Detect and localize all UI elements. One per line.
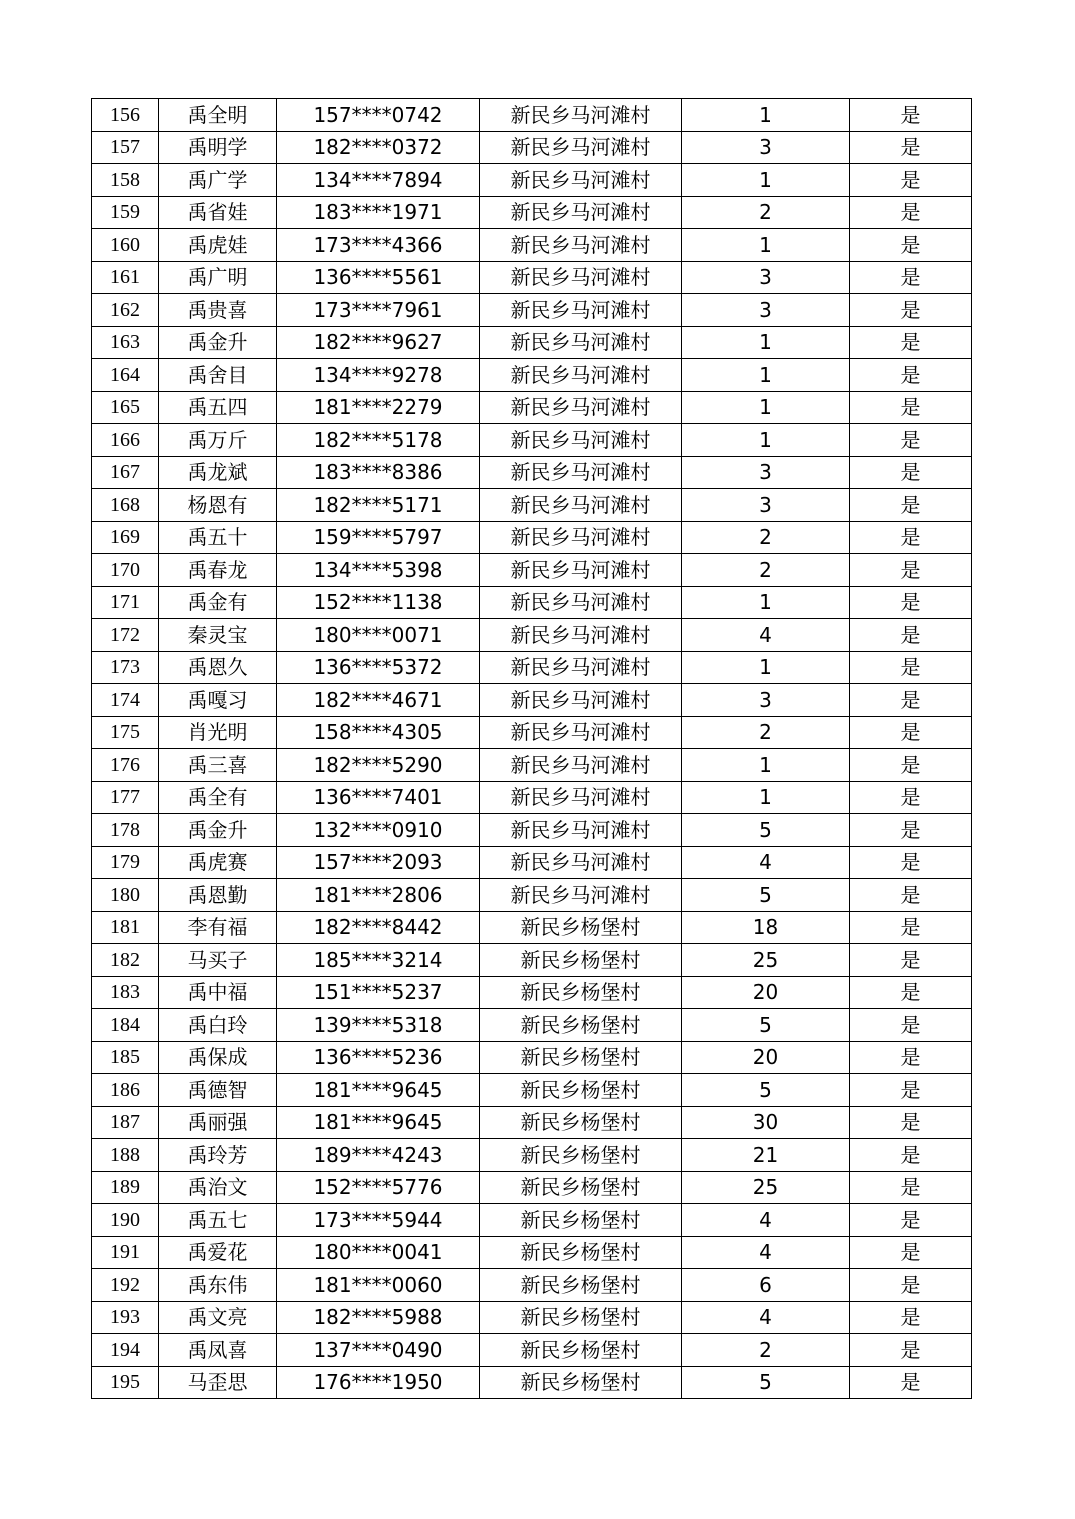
- name-cell: 杨恩有: [159, 489, 277, 522]
- village-cell: 新民乡马河滩村: [480, 879, 682, 912]
- table-row: [92, 391, 972, 424]
- flag-cell: 是: [850, 1139, 972, 1172]
- village-cell: 新民乡杨堡村: [480, 1366, 682, 1399]
- flag-cell: 是: [850, 911, 972, 944]
- village-cell: 新民乡马河滩村: [480, 326, 682, 359]
- phone-cell: 181****2806: [277, 879, 480, 912]
- flag-cell: 是: [850, 326, 972, 359]
- row-number-cell: 180: [92, 879, 159, 912]
- village-cell: 新民乡马河滩村: [480, 749, 682, 782]
- name-cell: 禹嘎习: [159, 684, 277, 717]
- phone-cell: 182****5988: [277, 1301, 480, 1334]
- phone-cell: 182****5290: [277, 749, 480, 782]
- name-cell: 禹爱花: [159, 1236, 277, 1269]
- name-cell: 禹治文: [159, 1171, 277, 1204]
- name-cell: 禹虎赛: [159, 846, 277, 879]
- flag-cell: 是: [850, 229, 972, 262]
- name-cell: 禹舍目: [159, 359, 277, 392]
- table-row: [92, 196, 972, 229]
- village-cell: 新民乡马河滩村: [480, 684, 682, 717]
- flag-cell: 是: [850, 554, 972, 587]
- flag-cell: 是: [850, 1366, 972, 1399]
- row-number-cell: 176: [92, 749, 159, 782]
- name-cell: 马歪思: [159, 1366, 277, 1399]
- phone-cell: 136****5372: [277, 651, 480, 684]
- flag-cell: 是: [850, 261, 972, 294]
- table-row: [92, 359, 972, 392]
- phone-cell: 181****2279: [277, 391, 480, 424]
- count-cell: 18: [682, 911, 850, 944]
- row-number-cell: 194: [92, 1334, 159, 1367]
- name-cell: 禹万斤: [159, 424, 277, 457]
- count-cell: 1: [682, 586, 850, 619]
- phone-cell: 136****5236: [277, 1041, 480, 1074]
- table-row: [92, 944, 972, 977]
- name-cell: 李有福: [159, 911, 277, 944]
- village-cell: 新民乡马河滩村: [480, 489, 682, 522]
- phone-cell: 182****4671: [277, 684, 480, 717]
- table-row: [92, 229, 972, 262]
- flag-cell: 是: [850, 879, 972, 912]
- row-number-cell: 189: [92, 1171, 159, 1204]
- flag-cell: 是: [850, 294, 972, 327]
- count-cell: 1: [682, 326, 850, 359]
- village-cell: 新民乡马河滩村: [480, 391, 682, 424]
- flag-cell: 是: [850, 131, 972, 164]
- count-cell: 1: [682, 749, 850, 782]
- phone-cell: 189****4243: [277, 1139, 480, 1172]
- flag-cell: 是: [850, 99, 972, 132]
- name-cell: 禹省娃: [159, 196, 277, 229]
- count-cell: 4: [682, 1236, 850, 1269]
- count-cell: 25: [682, 1171, 850, 1204]
- table-row: [92, 651, 972, 684]
- village-cell: 新民乡马河滩村: [480, 814, 682, 847]
- row-number-cell: 175: [92, 716, 159, 749]
- table-row: [92, 1269, 972, 1302]
- count-cell: 1: [682, 99, 850, 132]
- row-number-cell: 157: [92, 131, 159, 164]
- row-number-cell: 160: [92, 229, 159, 262]
- name-cell: 禹金有: [159, 586, 277, 619]
- flag-cell: 是: [850, 456, 972, 489]
- row-number-cell: 163: [92, 326, 159, 359]
- row-number-cell: 171: [92, 586, 159, 619]
- table-row: [92, 1236, 972, 1269]
- phone-cell: 152****1138: [277, 586, 480, 619]
- phone-cell: 181****0060: [277, 1269, 480, 1302]
- phone-cell: 182****0372: [277, 131, 480, 164]
- count-cell: 2: [682, 554, 850, 587]
- name-cell: 禹白玲: [159, 1009, 277, 1042]
- village-cell: 新民乡杨堡村: [480, 1269, 682, 1302]
- village-cell: 新民乡马河滩村: [480, 229, 682, 262]
- count-cell: 5: [682, 1366, 850, 1399]
- count-cell: 20: [682, 976, 850, 1009]
- village-cell: 新民乡杨堡村: [480, 1204, 682, 1237]
- count-cell: 1: [682, 651, 850, 684]
- row-number-cell: 156: [92, 99, 159, 132]
- flag-cell: 是: [850, 489, 972, 522]
- flag-cell: 是: [850, 196, 972, 229]
- row-number-cell: 183: [92, 976, 159, 1009]
- table-row: [92, 164, 972, 197]
- row-number-cell: 177: [92, 781, 159, 814]
- name-cell: 禹广明: [159, 261, 277, 294]
- flag-cell: 是: [850, 716, 972, 749]
- flag-cell: 是: [850, 164, 972, 197]
- flag-cell: 是: [850, 976, 972, 1009]
- village-cell: 新民乡马河滩村: [480, 164, 682, 197]
- phone-cell: 132****0910: [277, 814, 480, 847]
- phone-cell: 152****5776: [277, 1171, 480, 1204]
- row-number-cell: 161: [92, 261, 159, 294]
- village-cell: 新民乡杨堡村: [480, 944, 682, 977]
- village-cell: 新民乡马河滩村: [480, 424, 682, 457]
- village-cell: 新民乡马河滩村: [480, 359, 682, 392]
- village-cell: 新民乡杨堡村: [480, 1236, 682, 1269]
- name-cell: 禹全明: [159, 99, 277, 132]
- count-cell: 5: [682, 879, 850, 912]
- village-cell: 新民乡马河滩村: [480, 586, 682, 619]
- count-cell: 25: [682, 944, 850, 977]
- name-cell: 禹凤喜: [159, 1334, 277, 1367]
- row-number-cell: 165: [92, 391, 159, 424]
- phone-cell: 183****8386: [277, 456, 480, 489]
- table-row: [92, 99, 972, 132]
- table-row: [92, 586, 972, 619]
- count-cell: 4: [682, 619, 850, 652]
- count-cell: 20: [682, 1041, 850, 1074]
- flag-cell: 是: [850, 1204, 972, 1237]
- flag-cell: 是: [850, 359, 972, 392]
- flag-cell: 是: [850, 1269, 972, 1302]
- count-cell: 1: [682, 359, 850, 392]
- count-cell: 3: [682, 684, 850, 717]
- village-cell: 新民乡马河滩村: [480, 196, 682, 229]
- name-cell: 禹中福: [159, 976, 277, 1009]
- row-number-cell: 191: [92, 1236, 159, 1269]
- table-row: [92, 1334, 972, 1367]
- village-cell: 新民乡杨堡村: [480, 976, 682, 1009]
- name-cell: 肖光明: [159, 716, 277, 749]
- phone-cell: 182****5178: [277, 424, 480, 457]
- village-cell: 新民乡马河滩村: [480, 456, 682, 489]
- village-cell: 新民乡马河滩村: [480, 781, 682, 814]
- flag-cell: 是: [850, 521, 972, 554]
- name-cell: 禹明学: [159, 131, 277, 164]
- table-body: [92, 99, 972, 1399]
- row-number-cell: 179: [92, 846, 159, 879]
- village-cell: 新民乡马河滩村: [480, 846, 682, 879]
- flag-cell: 是: [850, 781, 972, 814]
- flag-cell: 是: [850, 1236, 972, 1269]
- flag-cell: 是: [850, 1074, 972, 1107]
- name-cell: 禹文亮: [159, 1301, 277, 1334]
- table-row: [92, 1301, 972, 1334]
- name-cell: 禹三喜: [159, 749, 277, 782]
- village-cell: 新民乡马河滩村: [480, 651, 682, 684]
- village-cell: 新民乡杨堡村: [480, 1334, 682, 1367]
- row-number-cell: 184: [92, 1009, 159, 1042]
- name-cell: 禹金升: [159, 814, 277, 847]
- count-cell: 2: [682, 196, 850, 229]
- name-cell: 禹五十: [159, 521, 277, 554]
- count-cell: 30: [682, 1106, 850, 1139]
- table-row: [92, 1171, 972, 1204]
- phone-cell: 173****5944: [277, 1204, 480, 1237]
- village-cell: 新民乡马河滩村: [480, 554, 682, 587]
- phone-cell: 157****2093: [277, 846, 480, 879]
- table-row: [92, 781, 972, 814]
- count-cell: 21: [682, 1139, 850, 1172]
- village-cell: 新民乡马河滩村: [480, 716, 682, 749]
- phone-cell: 182****8442: [277, 911, 480, 944]
- table-row: [92, 521, 972, 554]
- row-number-cell: 182: [92, 944, 159, 977]
- data-table-container: [91, 98, 972, 1399]
- name-cell: 禹贵喜: [159, 294, 277, 327]
- flag-cell: 是: [850, 1334, 972, 1367]
- phone-cell: 151****5237: [277, 976, 480, 1009]
- phone-cell: 182****9627: [277, 326, 480, 359]
- count-cell: 1: [682, 391, 850, 424]
- name-cell: 禹恩久: [159, 651, 277, 684]
- table-row: [92, 814, 972, 847]
- name-cell: 禹五四: [159, 391, 277, 424]
- row-number-cell: 190: [92, 1204, 159, 1237]
- flag-cell: 是: [850, 684, 972, 717]
- table-row: [92, 976, 972, 1009]
- village-cell: 新民乡杨堡村: [480, 911, 682, 944]
- row-number-cell: 168: [92, 489, 159, 522]
- table-row: [92, 424, 972, 457]
- phone-cell: 185****3214: [277, 944, 480, 977]
- count-cell: 1: [682, 229, 850, 262]
- name-cell: 马买子: [159, 944, 277, 977]
- row-number-cell: 174: [92, 684, 159, 717]
- phone-cell: 136****5561: [277, 261, 480, 294]
- count-cell: 1: [682, 781, 850, 814]
- flag-cell: 是: [850, 586, 972, 619]
- phone-cell: 137****0490: [277, 1334, 480, 1367]
- count-cell: 5: [682, 814, 850, 847]
- count-cell: 3: [682, 456, 850, 489]
- flag-cell: 是: [850, 651, 972, 684]
- name-cell: 禹全有: [159, 781, 277, 814]
- phone-cell: 139****5318: [277, 1009, 480, 1042]
- village-cell: 新民乡马河滩村: [480, 99, 682, 132]
- phone-cell: 136****7401: [277, 781, 480, 814]
- phone-cell: 173****7961: [277, 294, 480, 327]
- count-cell: 1: [682, 164, 850, 197]
- count-cell: 5: [682, 1009, 850, 1042]
- name-cell: 禹东伟: [159, 1269, 277, 1302]
- count-cell: 2: [682, 521, 850, 554]
- phone-cell: 157****0742: [277, 99, 480, 132]
- table-row: [92, 879, 972, 912]
- row-number-cell: 178: [92, 814, 159, 847]
- name-cell: 秦灵宝: [159, 619, 277, 652]
- table-row: [92, 261, 972, 294]
- count-cell: 3: [682, 131, 850, 164]
- count-cell: 6: [682, 1269, 850, 1302]
- row-number-cell: 170: [92, 554, 159, 587]
- table-row: [92, 1139, 972, 1172]
- flag-cell: 是: [850, 944, 972, 977]
- flag-cell: 是: [850, 846, 972, 879]
- table-row: [92, 684, 972, 717]
- flag-cell: 是: [850, 619, 972, 652]
- count-cell: 4: [682, 1301, 850, 1334]
- phone-cell: 181****9645: [277, 1106, 480, 1139]
- table-row: [92, 619, 972, 652]
- table-row: [92, 294, 972, 327]
- table-row: [92, 846, 972, 879]
- flag-cell: 是: [850, 1009, 972, 1042]
- phone-cell: 158****4305: [277, 716, 480, 749]
- phone-cell: 173****4366: [277, 229, 480, 262]
- count-cell: 3: [682, 261, 850, 294]
- phone-cell: 134****9278: [277, 359, 480, 392]
- table-row: [92, 749, 972, 782]
- name-cell: 禹保成: [159, 1041, 277, 1074]
- name-cell: 禹虎娃: [159, 229, 277, 262]
- row-number-cell: 187: [92, 1106, 159, 1139]
- row-number-cell: 159: [92, 196, 159, 229]
- count-cell: 5: [682, 1074, 850, 1107]
- row-number-cell: 172: [92, 619, 159, 652]
- row-number-cell: 169: [92, 521, 159, 554]
- table-row: [92, 1074, 972, 1107]
- row-number-cell: 193: [92, 1301, 159, 1334]
- table-row: [92, 456, 972, 489]
- count-cell: 2: [682, 1334, 850, 1367]
- row-number-cell: 173: [92, 651, 159, 684]
- count-cell: 2: [682, 716, 850, 749]
- phone-cell: 176****1950: [277, 1366, 480, 1399]
- row-number-cell: 167: [92, 456, 159, 489]
- flag-cell: 是: [850, 814, 972, 847]
- row-number-cell: 181: [92, 911, 159, 944]
- village-cell: 新民乡马河滩村: [480, 131, 682, 164]
- name-cell: 禹广学: [159, 164, 277, 197]
- table-row: [92, 1366, 972, 1399]
- flag-cell: 是: [850, 391, 972, 424]
- phone-cell: 180****0041: [277, 1236, 480, 1269]
- count-cell: 3: [682, 489, 850, 522]
- village-cell: 新民乡杨堡村: [480, 1171, 682, 1204]
- name-cell: 禹五七: [159, 1204, 277, 1237]
- data-table: [91, 98, 972, 1399]
- village-cell: 新民乡杨堡村: [480, 1041, 682, 1074]
- table-row: [92, 1041, 972, 1074]
- name-cell: 禹龙斌: [159, 456, 277, 489]
- count-cell: 4: [682, 1204, 850, 1237]
- flag-cell: 是: [850, 1171, 972, 1204]
- name-cell: 禹春龙: [159, 554, 277, 587]
- village-cell: 新民乡杨堡村: [480, 1139, 682, 1172]
- flag-cell: 是: [850, 1301, 972, 1334]
- row-number-cell: 164: [92, 359, 159, 392]
- phone-cell: 183****1971: [277, 196, 480, 229]
- village-cell: 新民乡杨堡村: [480, 1301, 682, 1334]
- village-cell: 新民乡马河滩村: [480, 521, 682, 554]
- table-row: [92, 716, 972, 749]
- flag-cell: 是: [850, 424, 972, 457]
- table-row: [92, 554, 972, 587]
- table-row: [92, 326, 972, 359]
- phone-cell: 134****7894: [277, 164, 480, 197]
- name-cell: 禹恩勤: [159, 879, 277, 912]
- table-row: [92, 131, 972, 164]
- flag-cell: 是: [850, 1106, 972, 1139]
- phone-cell: 180****0071: [277, 619, 480, 652]
- row-number-cell: 192: [92, 1269, 159, 1302]
- name-cell: 禹德智: [159, 1074, 277, 1107]
- village-cell: 新民乡马河滩村: [480, 261, 682, 294]
- row-number-cell: 185: [92, 1041, 159, 1074]
- row-number-cell: 162: [92, 294, 159, 327]
- phone-cell: 159****5797: [277, 521, 480, 554]
- count-cell: 4: [682, 846, 850, 879]
- table-row: [92, 1009, 972, 1042]
- village-cell: 新民乡马河滩村: [480, 619, 682, 652]
- village-cell: 新民乡杨堡村: [480, 1106, 682, 1139]
- row-number-cell: 158: [92, 164, 159, 197]
- name-cell: 禹金升: [159, 326, 277, 359]
- phone-cell: 182****5171: [277, 489, 480, 522]
- table-row: [92, 489, 972, 522]
- phone-cell: 134****5398: [277, 554, 480, 587]
- flag-cell: 是: [850, 1041, 972, 1074]
- row-number-cell: 186: [92, 1074, 159, 1107]
- row-number-cell: 195: [92, 1366, 159, 1399]
- village-cell: 新民乡杨堡村: [480, 1074, 682, 1107]
- row-number-cell: 188: [92, 1139, 159, 1172]
- flag-cell: 是: [850, 749, 972, 782]
- row-number-cell: 166: [92, 424, 159, 457]
- table-row: [92, 1204, 972, 1237]
- village-cell: 新民乡杨堡村: [480, 1009, 682, 1042]
- name-cell: 禹玲芳: [159, 1139, 277, 1172]
- table-row: [92, 911, 972, 944]
- phone-cell: 181****9645: [277, 1074, 480, 1107]
- name-cell: 禹丽强: [159, 1106, 277, 1139]
- count-cell: 1: [682, 424, 850, 457]
- table-row: [92, 1106, 972, 1139]
- village-cell: 新民乡马河滩村: [480, 294, 682, 327]
- count-cell: 3: [682, 294, 850, 327]
